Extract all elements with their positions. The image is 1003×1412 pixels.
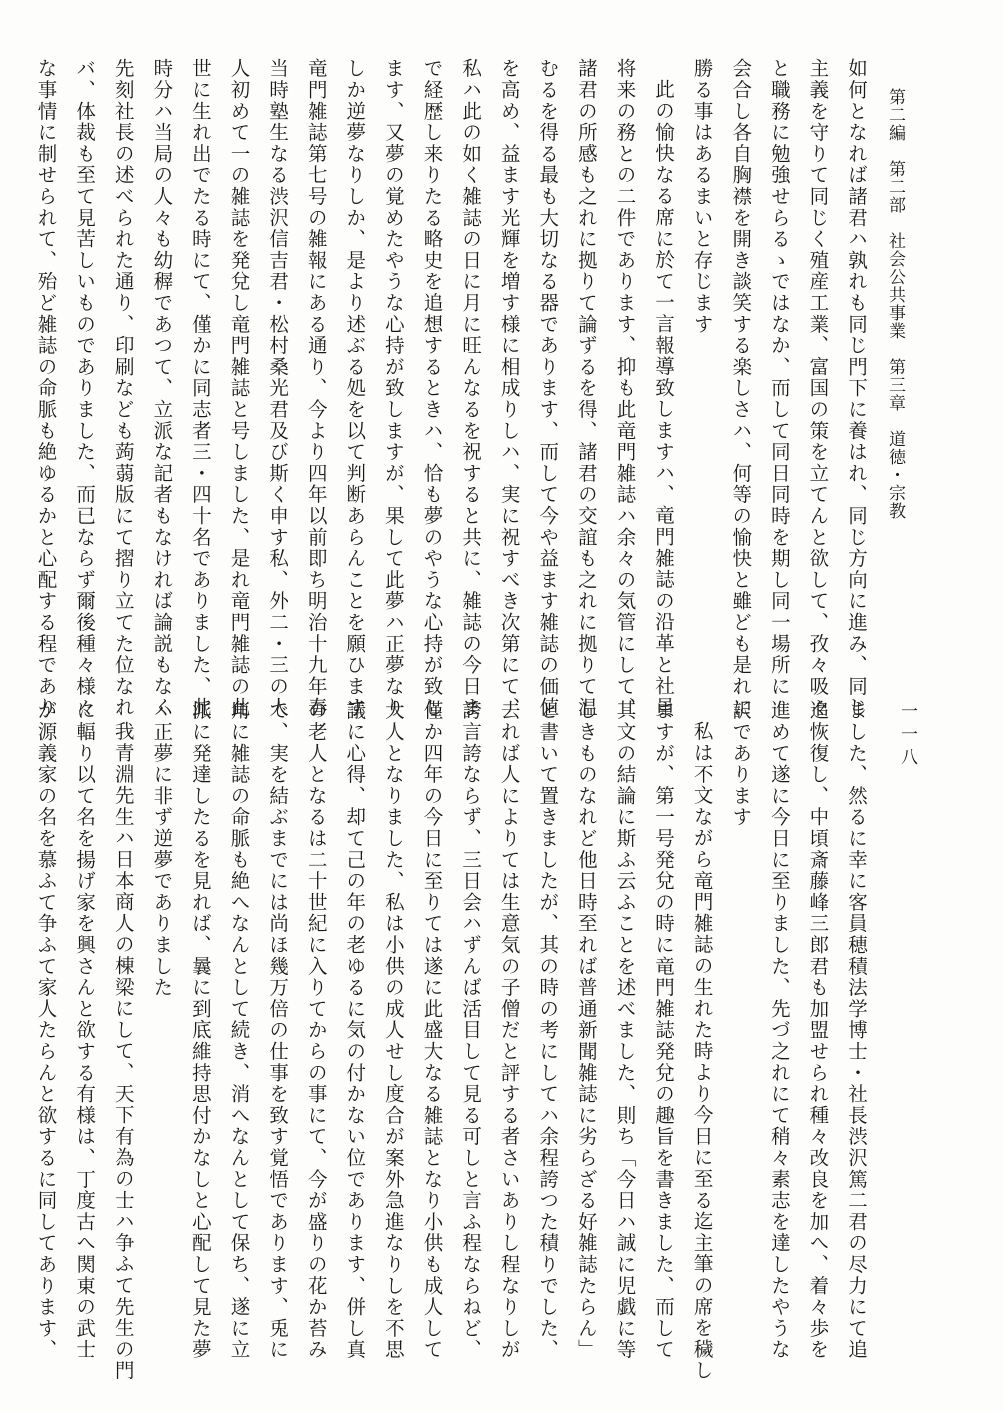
text-line: で、実を結ぶまでには尚ほ幾万倍の仕事を致す覚悟であります、兎に <box>266 700 290 1361</box>
text-line: ます、又夢の覚めたやうな心持が致しますが、果して此夢ハ正夢なり <box>381 58 405 719</box>
text-line: ますが、第一号発兌の時に竜門雑誌発兌の趣旨を書きました、而して <box>652 700 676 1361</box>
text-line: 僅か四年の今日に至りては遂に此盛大なる雑誌となり小供も成人して <box>420 700 444 1361</box>
text-line: 勝る事はあるまいと存じます <box>690 58 714 335</box>
text-line: が源義家の名を慕ふて争ふて家人たらんと欲するに同してあります、 <box>34 700 58 1361</box>
text-line: むるを得る最も大切なる器であります、而して今や益ます雑誌の価値 <box>536 58 560 719</box>
text-line: 誇言誇ならず、三日会ハずんば活目して見る可しと言ふ程ならねど、 <box>459 700 483 1361</box>
page-number: 一一八 <box>897 702 917 771</box>
text-line: 角に雑誌の命脈も絶へなんとして続き、消へなんとして保ち、遂に立 <box>227 700 251 1361</box>
text-line: 追恢復し、中頃斎藤峰三郎君も加盟せられ種々改良を加へ、着々歩を <box>806 700 830 1361</box>
text-line: に輻り以て名を揚げ家を興さんと欲する有様は、丁度古へ関東の武士 <box>73 700 97 1361</box>
text-line: 去れば人によりては生意気の子僧だと評する者さいありし程なりしが <box>497 700 521 1361</box>
text-line: 議に心得、却て己の年の老ゆるに気の付かない位であります、併し真 <box>343 700 367 1361</box>
text-line: 将来の務との二件であります、抑も此竜門雑誌ハ余々の気管にして、 <box>613 58 637 719</box>
text-line: と職務に勉強せらるゝではなか、而して同日同時を期し同一場所に <box>767 58 791 697</box>
text-line: 私ハ此の如く雑誌の日に月に旺んなるを祝すると共に、雑誌の今日ま <box>459 58 483 719</box>
lower-text-block <box>34 700 875 1382</box>
running-head: 第二編 第二部 社会公共事業 第三章 道徳・宗教 <box>885 88 905 520</box>
text-line: 大人となりました、私は小供の成人せし度合が案外急進なりしを不思 <box>381 700 405 1361</box>
text-line: 人初めて一の雑誌を発兌し竜門雑誌と号しました、是れ竜門雑誌の此 <box>227 58 251 719</box>
text-line: 時分ハ当局の人々も幼稺であつて、立派な記者もなければ論説もなく <box>150 58 174 719</box>
text-line: 派に発達したるを見れば、曩に到底維持思付かなしと心配して見た夢 <box>188 700 212 1361</box>
text-line: 諸君の所感も之れに拠りて論ずるを得、諸君の交誼も之れに拠りて温 <box>574 58 598 719</box>
text-line: 我青淵先生ハ日本商人の棟梁にして、天下有為の士ハ争ふて先生の門 <box>111 721 135 1382</box>
text-line: な事情に制せられて、殆ど雑誌の命脈も絶ゆるかと心配する程であり <box>34 58 58 719</box>
text-line: 進めて遂に今日に至りました、先づ之れにて稍々素志を達したやうな <box>767 700 791 1361</box>
text-line: バ、体裁も至て見苦しいものでありました、而已ならず爾後種々様々 <box>73 58 97 719</box>
text-line: 先刻社長の述べられた通り、印刷なども蒟蒻版にて摺り立てた位なれ <box>111 58 135 719</box>
text-line: で経歴し来りたる略史を追想するときハ、恰も夢のやうな心持が致し <box>420 58 444 719</box>
upper-text-block <box>34 58 875 719</box>
text-line: 其文の結論に斯ふ云ふことを述べました、則ち「今日ハ誠に児戯に等 <box>613 700 637 1361</box>
text-line: ました、然るに幸に客員穂積法学博士・社長渋沢篤二君の尽力にて追 <box>845 700 868 1361</box>
text-line: しきものなれど他日時至れば普通新聞雑誌に劣らざる好雑誌たらん」 <box>574 700 598 1361</box>
text-line: 訳であります <box>729 700 753 828</box>
text-line: 此の愉快なる席に於て一言報導致しますハ、竜門雑誌の沿革と社員 <box>652 79 676 719</box>
text-line: を高め、益ます光輝を増す様に相成りしハ、実に祝すべき次第にて、 <box>497 58 521 719</box>
text-line: 主義を守りて同じく殖産工業、富国の策を立てんと欲して、孜々吸々 <box>806 58 830 719</box>
text-line: しか逆夢なりしか、是より述ぶる処を以て判断あらんことを願ひます <box>343 58 367 719</box>
text-line: 私は不文ながら竜門雑誌の生れた時より今日に至る迄主筆の席を穢し <box>690 721 714 1382</box>
text-line: ハ正夢に非ず逆夢でありました <box>150 700 174 999</box>
text-line: 当時塾生なる渋沢信吉君・松村桑光君及び斯く申す私、外二・三の人 <box>266 58 290 719</box>
text-line: と書いて置きましたが、其の時の考にしてハ余程誇つた積りでした、 <box>536 700 560 1361</box>
text-line: 如何となれば諸君ハ孰れも同じ門下に養はれ、同じ方向に進み、同じ <box>845 58 868 719</box>
text-line: 世に生れ出でたる時にて、僅かに同志者三・四十名でありました、此 <box>188 58 212 719</box>
text-line: の老人となるは二十世紀に入りてからの事にて、今が盛りの花か苔み <box>304 700 328 1361</box>
text-line: 竜門雑誌第七号の雑報にある通り、今より四年以前即ち明治十九年春 <box>304 58 328 719</box>
text-line: 会合し各自胸襟を開き談笑する楽しさハ、何等の愉快と雖ども是れに <box>729 58 753 719</box>
